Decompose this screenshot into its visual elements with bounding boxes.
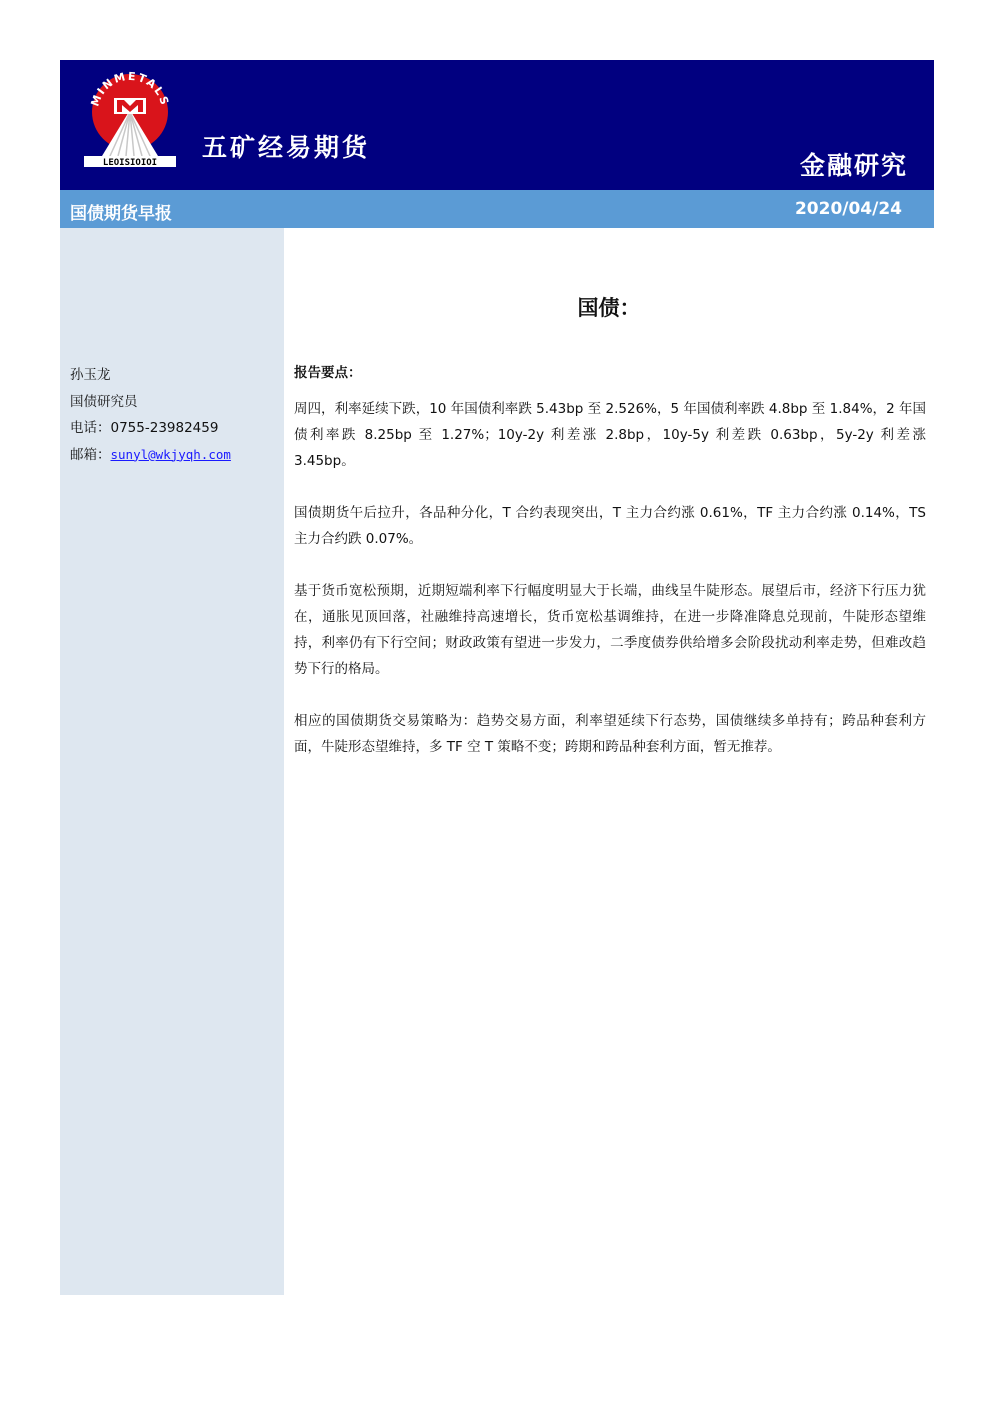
email-label: 邮箱： (70, 446, 111, 463)
report-date: 2020/04/24 (794, 199, 902, 219)
report-content (294, 360, 926, 786)
page-title: 国债： (577, 296, 641, 320)
key-points-heading: 报告要点： (294, 365, 362, 381)
paragraph-rates: 周四，利率延续下跌，10 年国债利率跌 5.43bp 至 2.526%，5 年国债利率跌 4.8bp 至 1.84%，2 年国债利率跌 8.25bp 至 1.27%；10y-2y 利差涨 2.8bp，10y-5y 利差跌 0.63bp，5y-2y 利差涨 3.45bp。 (294, 401, 926, 469)
paragraph-futures: 国债期货午后拉升，各品种分化，T 合约表现突出，T 主力合约涨 0.61%，TF 主力合约涨 0.14%，TS 主力合约跌 0.07%。 (294, 505, 926, 547)
minmetals-logo (80, 70, 180, 170)
company-name: 五矿经易期货 (202, 133, 371, 162)
phone-label: 电话： (70, 420, 111, 436)
author-title: 国债研究员 (70, 393, 138, 410)
phone-number: 0755-23982459 (110, 420, 219, 436)
paragraph-strategy: 相应的国债期货交易策略为：趋势交易方面，利率望延续下行态势，国债继续多单持有；跨品种套利方面，牛陡形态望维持，多 TF 空 T 策略不变；跨期和跨品种套利方面，暂无推荐。 (294, 713, 926, 755)
author-email-row (70, 442, 231, 469)
paragraph-outlook: 基于货币宽松预期，近期短端利率下行幅度明显大于长端，曲线呈牛陡形态。展望后市，经济下行压力犹在，通胀见顶回落，社融维持高速增长，货币宽松基调维持，在进一步降准降息兑现前，牛陡形态望维持，利率仍有下行空间；财政政策有望进一步发力，二季度债券供给增多会阶段扰动利率走势，但难改趋势下行的格局。 (294, 583, 926, 677)
department-label: 金融研究 (799, 151, 908, 180)
report-type: 国债期货早报 (70, 204, 172, 224)
author-name: 孙玉龙 (70, 367, 111, 383)
author-info (70, 362, 231, 468)
email-link[interactable]: sunyl@wkjyqh.com (110, 446, 231, 462)
svg-text:LEOISIOIOI: LEOISIOIOI (102, 158, 158, 168)
author-phone-row (70, 415, 231, 442)
svg-text:MINMETALS: MINMETALS (88, 70, 172, 109)
